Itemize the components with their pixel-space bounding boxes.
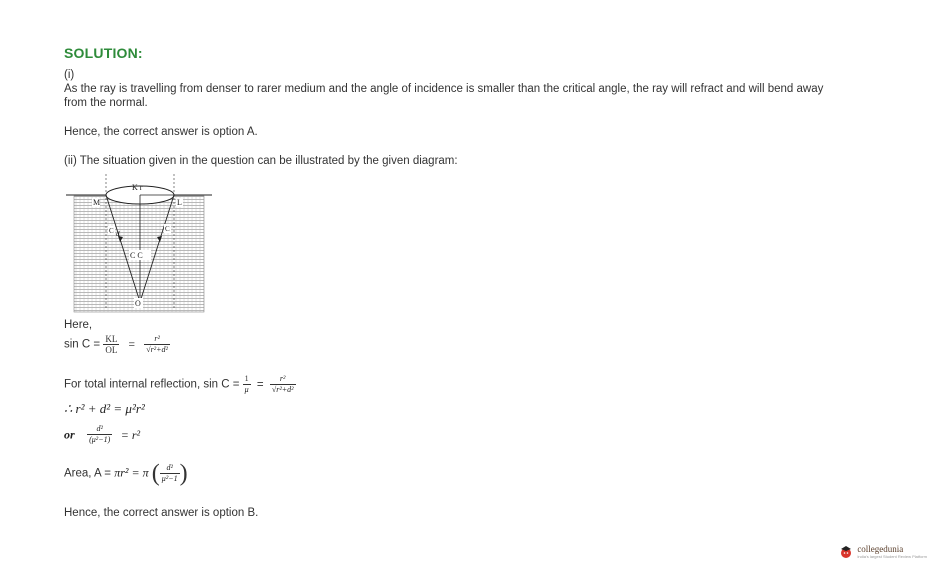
refraction-diagram — [66, 174, 212, 314]
area-d-squared: d² — [166, 463, 173, 472]
mu-term-denominator: (μ²−1) — [89, 435, 111, 444]
collegedunia-logo — [839, 545, 927, 559]
label-c-left: C — [109, 227, 114, 235]
label-kr: K r — [132, 183, 143, 192]
kl-over-ol — [103, 334, 119, 355]
part-one-text-line1: As the ray is travelling from denser to rarer medium and the angle of incidence is smaller than the critical angle, the ray will refract and will bend away — [64, 83, 824, 95]
sin-c-prefix: sin C = — [64, 338, 101, 351]
or-equation — [64, 424, 140, 445]
mascot-icon — [839, 545, 853, 559]
r-over-root — [144, 334, 170, 355]
label-o: O — [135, 299, 141, 308]
mu-denominator: μ — [244, 385, 249, 394]
label-d: d — [116, 230, 120, 238]
solution-heading: SOLUTION: — [64, 45, 143, 61]
part-two-intro: (ii) The situation given in the question can be illustrated by the given diagram: — [64, 155, 458, 167]
root-denominator: √r²+d² — [146, 345, 168, 354]
right-paren: ) — [179, 460, 188, 487]
label-cc: C C — [130, 251, 143, 260]
label-c-right: C — [165, 225, 170, 233]
tir-root-denominator: √r²+d² — [271, 385, 294, 394]
area-fraction — [160, 463, 180, 484]
tir-r-over-root — [270, 374, 296, 395]
area-prefix: Area, A = — [64, 467, 111, 480]
label-m: M — [93, 198, 101, 207]
here-label: Here, — [64, 319, 93, 331]
logo-name: collegedunia — [857, 544, 904, 554]
r-squared-numerator: r² — [154, 334, 160, 343]
part-one-label: (i) — [64, 69, 75, 81]
area-equation — [64, 460, 188, 487]
ol-denominator: OL — [105, 345, 118, 355]
one-numerator: 1 — [244, 374, 249, 383]
equals-sign: = — [128, 338, 136, 351]
kl-numerator: KL — [105, 334, 118, 344]
part-two-answer: Hence, the correct answer is option B. — [64, 507, 259, 519]
sin-c-equation — [64, 334, 170, 355]
area-pi-r-squared: πr² = π — [114, 465, 149, 480]
tir-equation — [64, 374, 296, 395]
part-one-text-line2: from the normal. — [64, 97, 148, 109]
area-mu-term: μ²−1 — [161, 474, 178, 483]
d-squared-numerator: d² — [96, 424, 103, 433]
or-label: or — [64, 427, 75, 442]
left-paren: ( — [151, 460, 160, 487]
tir-prefix: For total internal reflection, sin C = — [64, 378, 240, 391]
d-over-mu-term — [87, 424, 112, 445]
tir-r-squared-numerator: r² — [279, 374, 286, 383]
therefore-equation: ∴ r² + d² = μ²r² — [64, 401, 145, 416]
part-one-answer: Hence, the correct answer is option A. — [64, 126, 258, 138]
or-rhs: = r² — [120, 427, 141, 442]
tir-equals-sign: = — [256, 378, 264, 391]
logo-tagline: India's largest Student Review Platform — [857, 554, 927, 559]
one-over-mu — [243, 374, 251, 395]
label-l: L — [177, 198, 182, 207]
